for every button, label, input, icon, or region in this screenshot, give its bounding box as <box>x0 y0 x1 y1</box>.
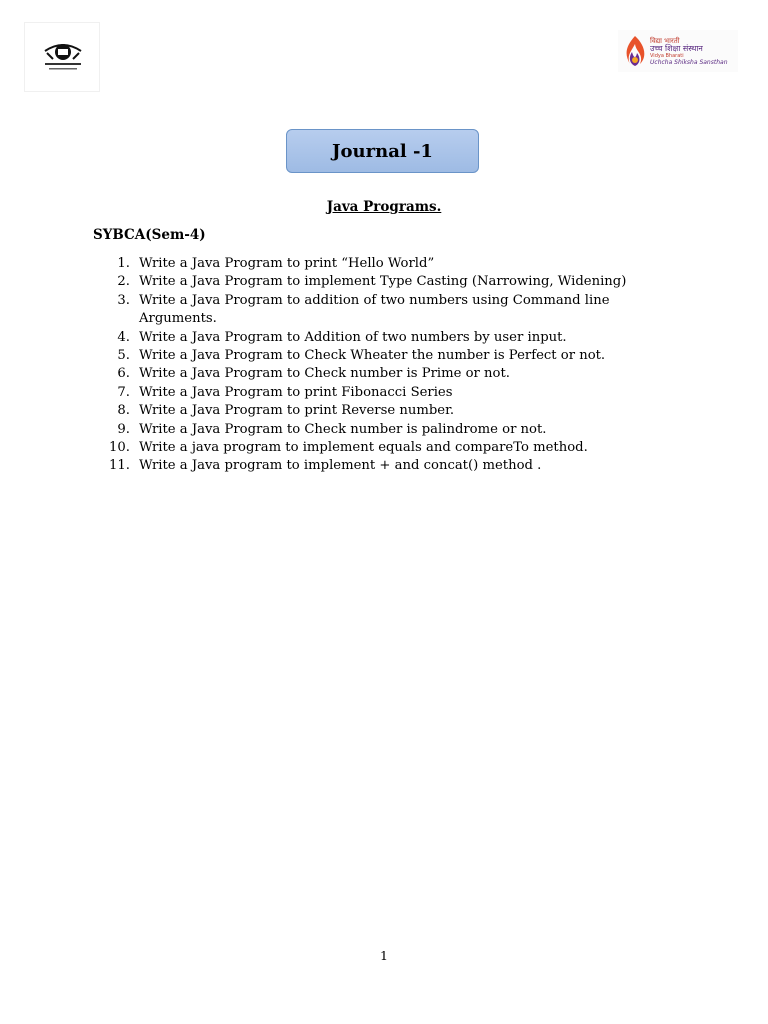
college-emblem-icon <box>39 37 87 77</box>
list-item <box>92 273 652 291</box>
list-item <box>92 255 652 273</box>
item-number: 4. <box>117 329 130 345</box>
logo-line-3: Vidya Bharati <box>650 53 684 59</box>
list-item <box>92 329 652 347</box>
item-text: Write a java program to implement equals and compareTo method. <box>139 440 588 456</box>
list-item <box>92 347 652 365</box>
item-text: Write a Java Program to Check number is palindrome or not. <box>139 421 547 437</box>
item-number: 10. <box>109 440 130 456</box>
list-item <box>92 421 652 439</box>
list-item <box>92 439 652 457</box>
item-number: 11. <box>109 458 130 474</box>
item-text: Write a Java Program to Check number is Prime or not. <box>139 366 510 382</box>
course-label: SYBCA(Sem-4) <box>93 227 206 243</box>
item-number: 7. <box>117 384 130 400</box>
item-text: Write a Java Program to print Reverse number. <box>139 403 455 419</box>
item-number: 3. <box>117 292 130 308</box>
item-text: Write a Java Program to print “Hello World” <box>139 256 435 271</box>
item-text: Write a Java program to implement + and concat() method . <box>139 458 542 474</box>
logo-line-1: विद्या भारती <box>650 37 680 45</box>
item-number: 8. <box>117 403 130 419</box>
item-number: 2. <box>117 274 130 290</box>
item-text: Write a Java Program to Check Wheater the number is Perfect or not. <box>139 348 606 364</box>
flame-logo-icon <box>622 34 648 68</box>
program-list <box>92 255 652 476</box>
page-title: Journal -1 <box>332 140 433 162</box>
logo-line-2: उच्च शिक्षा संस्थान <box>650 44 703 53</box>
list-item <box>92 457 652 475</box>
list-item <box>92 384 652 402</box>
item-number: 6. <box>117 366 130 382</box>
journal-title-box <box>286 129 479 173</box>
list-item <box>92 292 652 329</box>
college-logo <box>24 22 100 92</box>
page-number: 1 <box>380 948 388 963</box>
list-item <box>92 402 652 420</box>
logo-line-4: Uchcha Shiksha Sansthan <box>650 59 728 66</box>
section-subtitle: Java Programs. <box>326 199 442 215</box>
item-number: 5. <box>117 348 130 364</box>
item-text: Write a Java Program to addition of two numbers using Command line Arguments. <box>139 292 610 327</box>
item-number: 9. <box>117 421 130 437</box>
item-text: Write a Java Program to print Fibonacci Series <box>139 384 453 400</box>
item-number: 1. <box>117 256 130 271</box>
item-text: Write a Java Program to implement Type Casting (Narrowing, Widening) <box>139 274 627 290</box>
item-text: Write a Java Program to Addition of two numbers by user input. <box>139 329 567 345</box>
list-item <box>92 365 652 383</box>
institute-logo <box>618 30 738 72</box>
